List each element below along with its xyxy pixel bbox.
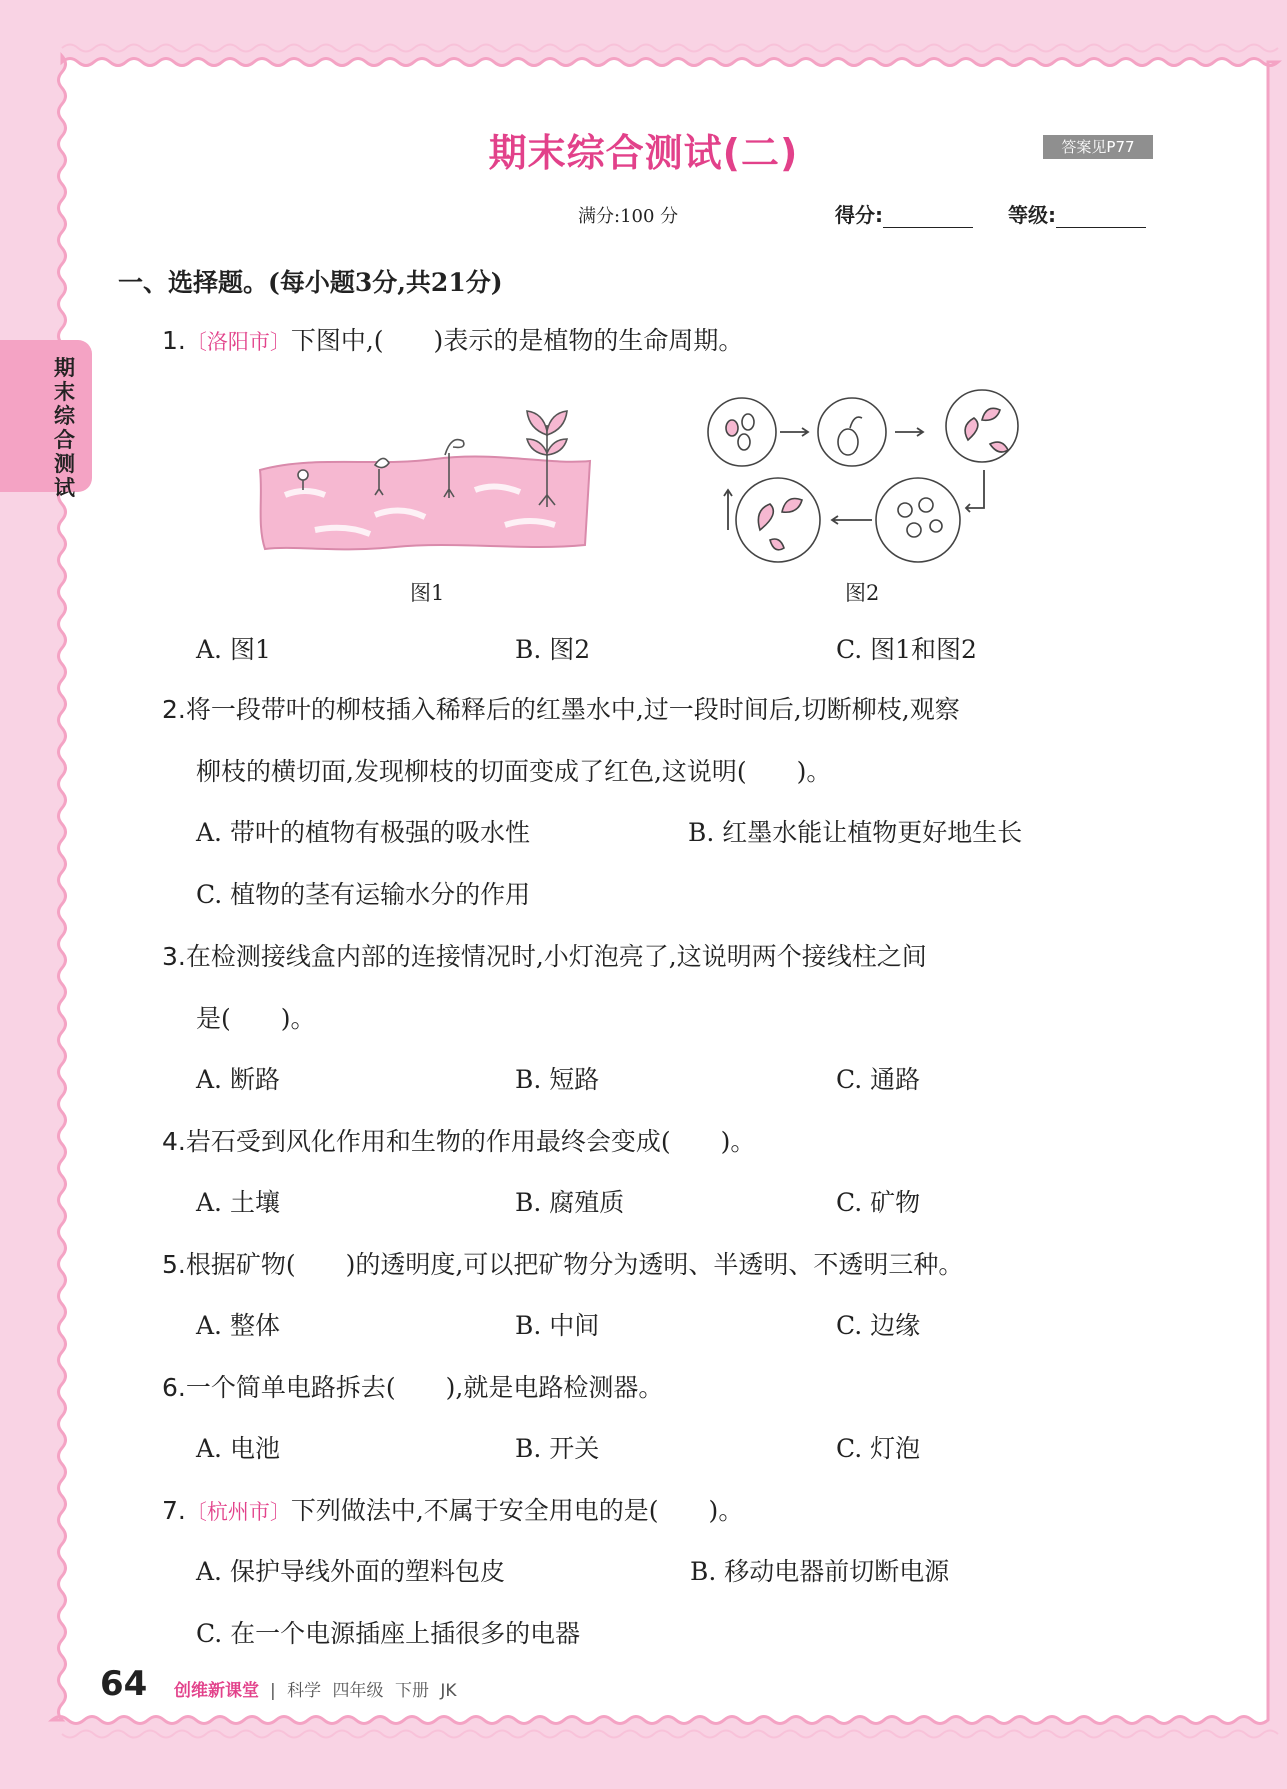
question-text: 下图中,( )表示的是植物的生命周期。 <box>290 326 744 355</box>
grade-field <box>1008 199 1146 228</box>
q1-option-b[interactable]: B. 图2 <box>515 635 591 664</box>
page-number: 64 <box>100 1664 148 1704</box>
score-label: 得分: <box>835 203 883 227</box>
side-tab-label: 期末综合测试 <box>54 356 75 500</box>
figure-2-life-cycle <box>700 380 1030 580</box>
question-text: 根据矿物( )的透明度,可以把矿物分为透明、半透明、不透明三种。 <box>185 1250 964 1279</box>
region-tag: 〔杭州市〕 <box>185 1500 291 1524</box>
q1-option-a[interactable]: A. 图1 <box>196 635 271 664</box>
question-3-line-2: 是( )。 <box>196 1004 316 1033</box>
grade-label: 等级: <box>1008 203 1056 227</box>
question-text: 将一段带叶的柳枝插入稀释后的红墨水中,过一段时间后,切断柳枝,观察 <box>185 695 960 724</box>
region-tag: 〔洛阳市〕 <box>185 330 291 354</box>
q3-option-b[interactable]: B. 短路 <box>515 1065 600 1094</box>
q3-option-c[interactable]: C. 通路 <box>836 1065 921 1094</box>
q4-option-a[interactable]: A. 土壤 <box>196 1188 280 1217</box>
question-text: 在检测接线盒内部的连接情况时,小灯泡亮了,这说明两个接线柱之间 <box>185 942 927 971</box>
q3-option-a[interactable]: A. 断路 <box>196 1065 280 1094</box>
grade-blank[interactable] <box>1056 207 1146 228</box>
question-number: 7. <box>162 1496 186 1525</box>
footer-brand: 创维新课堂 <box>174 1681 259 1701</box>
answer-reference-badge: 答案见P77 <box>1043 135 1153 159</box>
q1-option-c[interactable]: C. 图1和图2 <box>836 635 977 664</box>
question-text: 岩石受到风化作用和生物的作用最终会变成( )。 <box>185 1127 756 1156</box>
q2-option-a[interactable]: A. 带叶的植物有极强的吸水性 <box>196 818 530 847</box>
question-text: 下列做法中,不属于安全用电的是( )。 <box>290 1496 744 1525</box>
q6-option-c[interactable]: C. 灯泡 <box>836 1434 921 1463</box>
q6-option-a[interactable]: A. 电池 <box>196 1434 280 1463</box>
question-number: 4. <box>162 1127 186 1156</box>
question-number: 3. <box>162 942 186 971</box>
q5-option-b[interactable]: B. 中间 <box>515 1311 600 1340</box>
question-number: 2. <box>162 695 186 724</box>
q5-option-c[interactable]: C. 边缘 <box>836 1311 921 1340</box>
q4-option-b[interactable]: B. 腐殖质 <box>515 1188 625 1217</box>
footer-info: | 科学 四年级 下册 JK <box>270 1681 457 1701</box>
q2-option-b[interactable]: B. 红墨水能让植物更好地生长 <box>688 818 1023 847</box>
question-4 <box>162 1127 755 1157</box>
score-blank[interactable] <box>883 207 973 228</box>
question-text: 一个简单电路拆去( ),就是电路检测器。 <box>185 1373 664 1402</box>
page-title: 期末综合测试(二) <box>488 131 799 175</box>
question-2 <box>162 695 960 725</box>
side-tab <box>0 340 92 500</box>
question-7 <box>162 1496 743 1527</box>
figure-1-germination <box>255 395 595 555</box>
question-number: 6. <box>162 1373 186 1402</box>
question-number: 5. <box>162 1250 186 1279</box>
question-5 <box>162 1250 963 1280</box>
section-heading: 一、选择题。(每小题3分,共21分) <box>118 268 503 297</box>
question-number: 1. <box>162 326 186 355</box>
q6-option-b[interactable]: B. 开关 <box>515 1434 600 1463</box>
question-3 <box>162 942 927 972</box>
question-6 <box>162 1373 663 1403</box>
q7-option-c[interactable]: C. 在一个电源插座上插很多的电器 <box>196 1619 581 1648</box>
question-1 <box>162 326 743 357</box>
question-2-line-2: 柳枝的横切面,发现柳枝的切面变成了红色,这说明( )。 <box>196 757 832 786</box>
score-field <box>835 199 973 228</box>
q4-option-c[interactable]: C. 矿物 <box>836 1188 921 1217</box>
q7-option-a[interactable]: A. 保护导线外面的塑料包皮 <box>196 1557 505 1586</box>
q7-option-b[interactable]: B. 移动电器前切断电源 <box>690 1557 950 1586</box>
q2-option-c[interactable]: C. 植物的茎有运输水分的作用 <box>196 880 531 909</box>
figure-2-caption: 图2 <box>845 581 880 605</box>
full-score: 满分:100 分 <box>578 206 679 227</box>
figure-1-caption: 图1 <box>410 581 445 605</box>
q5-option-a[interactable]: A. 整体 <box>196 1311 280 1340</box>
